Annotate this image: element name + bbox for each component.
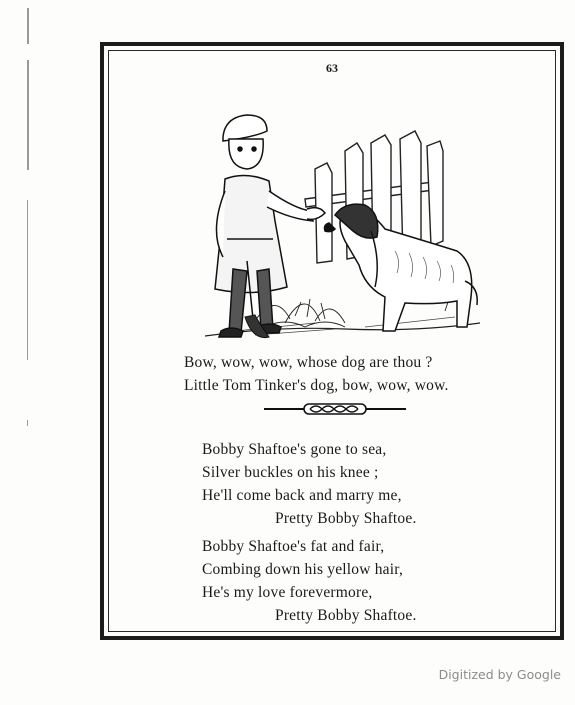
verse-line: Bobby Shaftoe's fat and fair, <box>202 538 385 555</box>
shaftoe-stanza-one <box>202 438 417 530</box>
page-frame <box>100 42 564 640</box>
digitization-credit: Digitized by Google <box>438 667 561 682</box>
ornamental-divider-icon <box>264 403 406 415</box>
verse-line: He's my love forevermore, <box>202 584 373 601</box>
page-frame-inner <box>108 50 556 632</box>
verse-line: Pretty Bobby Shaftoe. <box>275 607 417 624</box>
verse-line: Pretty Bobby Shaftoe. <box>275 510 417 527</box>
scan-margin-mark <box>27 420 28 426</box>
scan-margin-mark <box>27 200 28 360</box>
scan-margin-mark <box>27 60 29 170</box>
page-number: 63 <box>326 61 338 75</box>
verse-line: Bow, wow, wow, whose dog are thou ? <box>184 354 433 371</box>
verse-line: Little Tom Tinker's dog, bow, wow, wow. <box>184 377 449 394</box>
verse-line: Silver buckles on his knee ; <box>202 464 379 481</box>
verse-line: He'll come back and marry me, <box>202 487 402 504</box>
dog-verse <box>184 351 449 397</box>
verse-line: Bobby Shaftoe's gone to sea, <box>202 441 387 458</box>
scan-margin-mark <box>27 8 29 44</box>
boy-with-dog-illustration <box>195 91 485 341</box>
verse-line: Combing down his yellow hair, <box>202 561 404 578</box>
shaftoe-stanza-two <box>202 535 417 627</box>
